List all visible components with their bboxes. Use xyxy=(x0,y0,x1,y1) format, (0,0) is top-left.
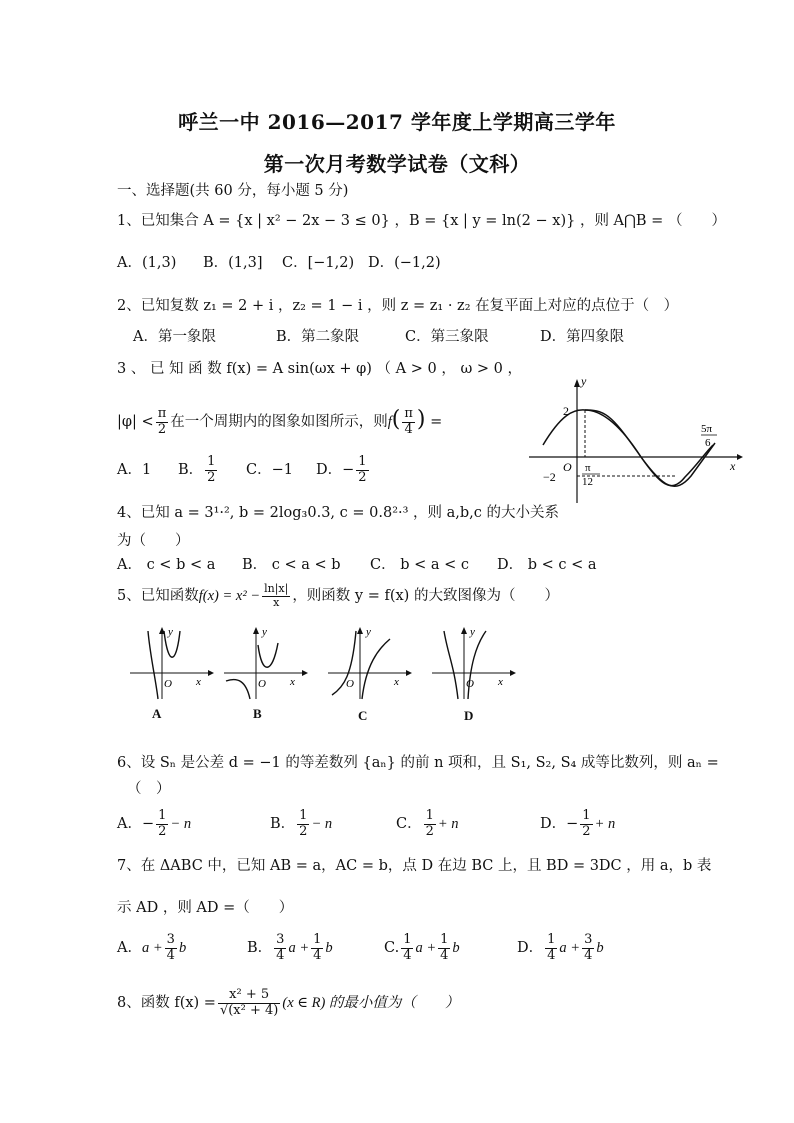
question-8-stem: 8、函数 f(x) = $\frac{\text{x² + 5}}{\text{√(x² + 4)}}$ (x ∈ R) 的最小值为（ ） xyxy=(117,987,460,1018)
q4-option-d: D． b < c < a xyxy=(497,557,597,573)
graph-a-label: A xyxy=(152,706,162,721)
exam-title: 呼兰一中 2016—2017 学年度上学期高三学年 xyxy=(178,110,616,134)
question-7-stem-a: 7、在 ΔABC 中，已知 AB = a，AC = b，点 D 在边 BC 上，且 BD = 3DC ，用 a，b 表 xyxy=(117,858,712,874)
x-axis-arrow xyxy=(737,454,743,460)
graph-5pi6-num: 5π xyxy=(701,423,713,435)
question-3-stem-b: |φ| < $\frac{\pi}{2}$ 在一个周期内的图象如图所示，则f( $\frac{\pi}{4}$ ) = xyxy=(117,406,443,437)
sine-curve-main xyxy=(585,410,713,486)
q6-option-a: A．− $\frac{1}{2}$ − n xyxy=(117,808,192,839)
graph-c xyxy=(326,625,416,700)
svg-text:O: O xyxy=(346,678,354,690)
graph-d-label: D xyxy=(464,708,474,723)
graph-b xyxy=(222,625,312,700)
question-1-stem: 1、已知集合 A = {x | x² − 2x − 3 ≤ 0} ，B = {x | y = ln(2 − x)} ，则 A⋂B = （ ） xyxy=(117,213,726,229)
q2-option-a: A．第一象限 xyxy=(133,329,216,345)
graph-a xyxy=(128,625,218,700)
svg-text:y: y xyxy=(470,626,475,638)
graph-min-label: −2 xyxy=(543,470,556,484)
q1-option-a: A．(1,3) xyxy=(117,255,177,271)
svg-text:x: x xyxy=(394,676,399,688)
q4-option-c: C． b < a < c xyxy=(370,557,469,573)
sine-graph xyxy=(525,375,745,505)
graph-5pi6-den: 6 xyxy=(705,437,711,449)
graph-max-label: 2 xyxy=(563,404,569,418)
svg-text:x: x xyxy=(196,676,201,688)
graph-c-label: C xyxy=(358,708,368,723)
question-4-stem-a: 4、已知 a = 3¹·², b = 2log₃0.3, c = 0.8²·³ ，则 a,b,c 的大小关系 xyxy=(117,505,560,521)
svg-text:y: y xyxy=(262,626,267,638)
q6-option-b: B． $\frac{1}{2}$ − n xyxy=(270,808,333,839)
lnx-over-x-fraction: $\frac{\ln|x|}{x}$ xyxy=(264,582,289,609)
q4-option-b: B． c < a < b xyxy=(242,557,341,573)
svg-text:x: x xyxy=(290,676,295,688)
graph-d xyxy=(430,625,520,700)
question-6-stem-b: （ ） xyxy=(127,781,171,797)
q1-option-c: C．[−1,2) xyxy=(282,255,355,271)
q3-option-d: D．− $\frac{1}{2}$ xyxy=(316,454,367,485)
q7-option-c: C. $\frac{1}{4}$ a + $\frac{1}{4}$ b xyxy=(384,932,460,963)
pi-over-2-fraction: $\frac{\pi}{2}$ xyxy=(157,406,167,437)
q2-option-b: B．第二象限 xyxy=(276,329,360,345)
svg-text:y: y xyxy=(366,626,371,638)
svg-text:y: y xyxy=(168,626,173,638)
q7-option-d: D． $\frac{1}{4}$ a + $\frac{3}{4}$ b xyxy=(517,932,604,963)
graph-pi12-num: π xyxy=(585,462,591,474)
question-7-stem-b: 示 AD ，则 AD =（ ） xyxy=(117,900,294,916)
svg-text:O: O xyxy=(258,678,266,690)
svg-text:O: O xyxy=(466,678,474,690)
q1-option-d: D．(−1,2) xyxy=(368,255,441,271)
q8-fraction: $\frac{\text{x² + 5}}{\text{√(x² + 4)}}$ xyxy=(219,987,279,1018)
graph-pi12-den: 12 xyxy=(582,476,593,488)
y-axis-arrow xyxy=(574,379,580,387)
graph-x-label: x xyxy=(730,459,736,473)
question-6-stem-a: 6、设 Sₙ 是公差 d = −1 的等差数列 {aₙ} 的前 n 项和，且 S₁, S₂, S₄ 成等比数列，则 aₙ = xyxy=(117,755,719,771)
q6-option-d: D．− $\frac{1}{2}$ + n xyxy=(540,808,616,839)
question-4-stem-b: 为（ ） xyxy=(117,533,190,549)
q3-option-a: A．1 xyxy=(117,462,152,478)
graph-origin-label: O xyxy=(563,460,572,474)
q1-option-b: B．(1,3] xyxy=(203,255,263,271)
q3-option-b: B． $\frac{1}{2}$ xyxy=(178,454,216,485)
q6-option-c: C． $\frac{1}{2}$ + n xyxy=(396,808,459,839)
phi-abs-lt: |φ| < xyxy=(117,414,154,430)
section-heading: 一、选择题(共 60 分，每小题 5 分) xyxy=(117,183,349,199)
svg-text:x: x xyxy=(498,676,503,688)
question-2-stem: 2、已知复数 z₁ = 2 + i ，z₂ = 1 − i ，则 z = z₁ · z₂ 在复平面上对应的点位于（ ） xyxy=(117,298,679,314)
q3-stem-mid: 在一个周期内的图象如图所示，则 xyxy=(170,414,388,430)
q2-option-d: D．第四象限 xyxy=(540,329,625,345)
exam-subtitle: 第一次月考数学试卷（文科） xyxy=(263,152,531,176)
q7-option-a: A．a + $\frac{3}{4}$ b xyxy=(117,932,187,963)
q2-option-c: C．第三象限 xyxy=(405,329,489,345)
graph-y-label: y xyxy=(581,375,587,388)
sine-curve xyxy=(543,410,715,486)
q4-option-a: A． c < b < a xyxy=(117,557,216,573)
pi-over-4-fraction: $\frac{\pi}{4}$ xyxy=(404,406,413,437)
question-3-stem-a: 3 、 已 知 函 数 f(x) = A sin(ωx + φ) （ A > 0 ， ω > 0 ， xyxy=(117,361,522,377)
svg-text:O: O xyxy=(164,678,172,690)
q3-option-c: C．−1 xyxy=(246,462,293,478)
q3-f: f xyxy=(387,414,392,430)
q7-option-b: B． $\frac{3}{4}$ a + $\frac{1}{4}$ b xyxy=(247,932,333,963)
question-5-stem: 5、已知函数f(x) = x² − $\frac{\ln|x|}{x}$ ，则函数 y = f(x) 的大致图像为（ ） xyxy=(117,582,559,609)
graph-b-label: B xyxy=(253,706,262,721)
